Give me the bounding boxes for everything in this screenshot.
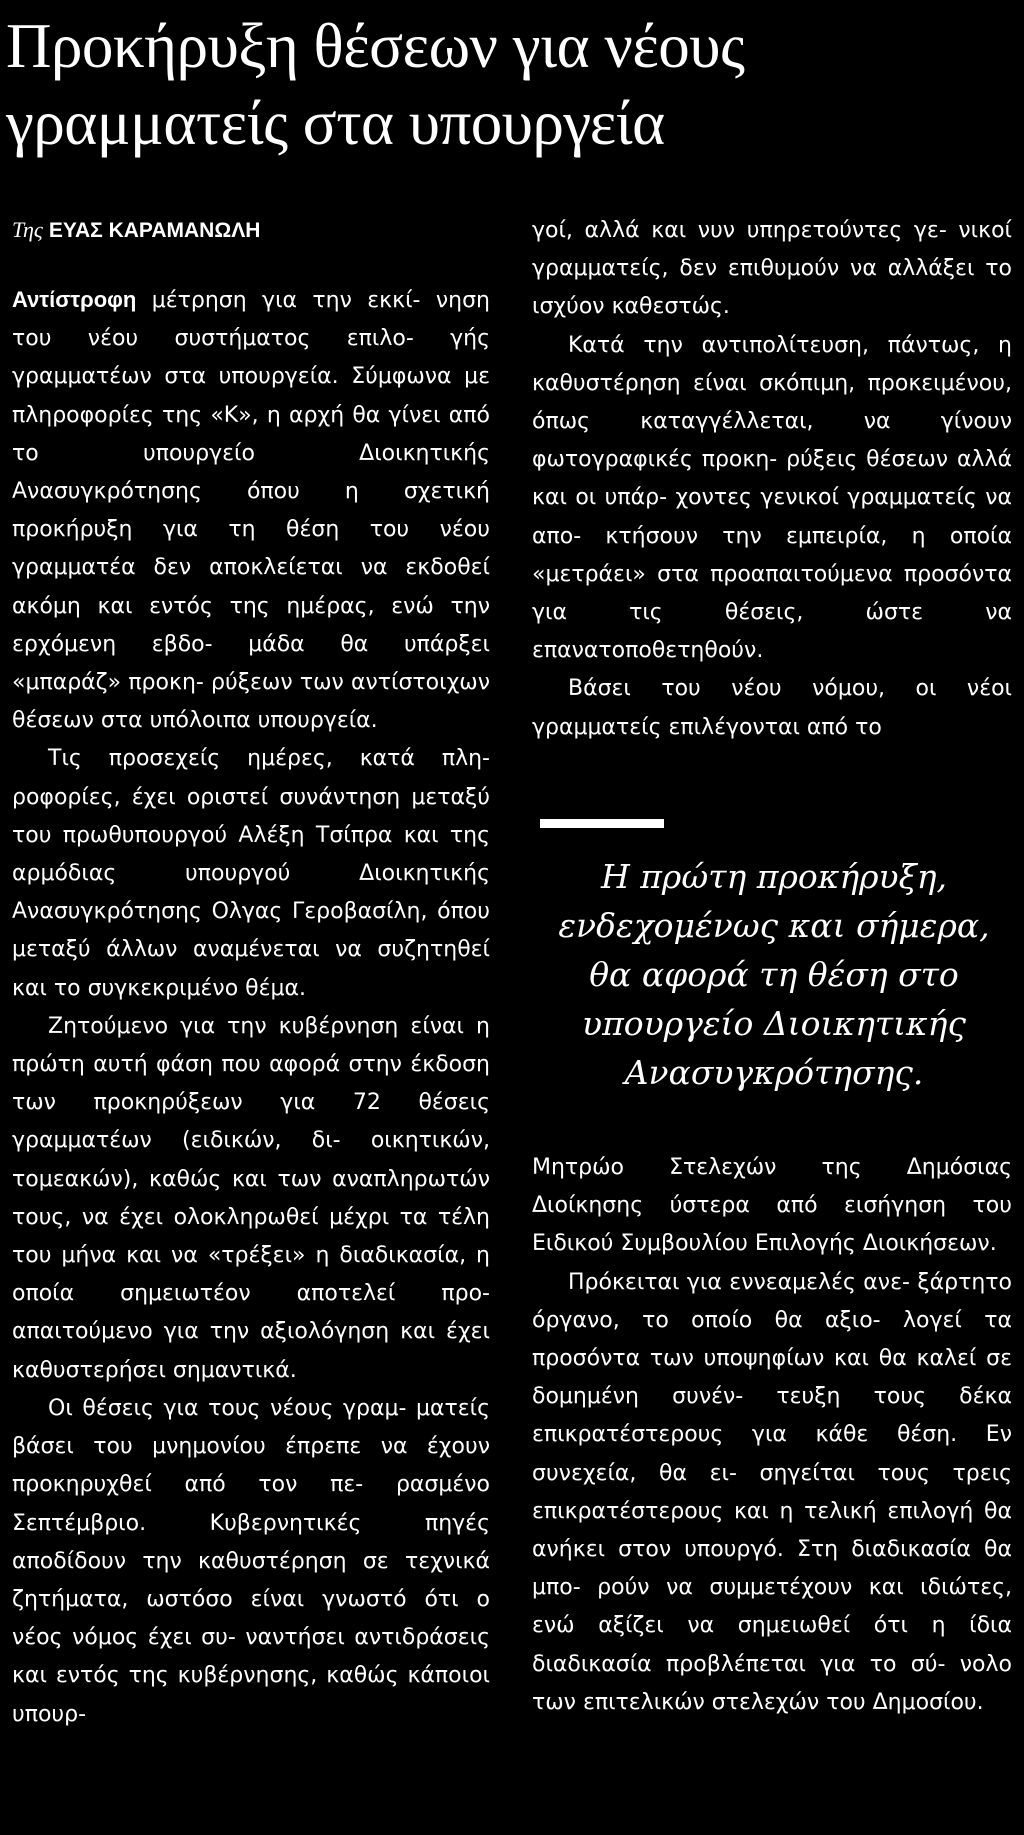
lead-paragraph-text: μέτρηση για την εκκί- νηση του νέου συστήματος επιλο- γής γραμματέων στα υπουργεία. Σύμφωνα με πληροφορίες της «Κ», η αρχή θα γίνει από το υπουργείο Διοικητικής Ανασυγκρότησης όπου η σχετική προκήρυξη για τη θέση του νέου γραμματέα δεν αποκλείεται να εκδοθεί ακόμη και εντός της ημέρας, ενώ την ερχόμενη εβδο- μάδα θα υπάρξει «μπαράζ» προκη- ρύξεων των αντίστοιχων θέσεων στα υπόλοιπα υπουργεία. xyxy=(12,288,490,734)
body-paragraph: Ζητούμενο για την κυβέρνηση είναι η πρώτη αυτή φάση που αφορά στην έκδοση των προκηρύξεων για 72 θέσεις γραμματέων (ειδικών, δι- οικητικών, τομεακών), καθώς και των αναπληρωτών τους, να έχει ολοκληρωθεί μέχρι τα τέλη του μήνα και να «τρέξει» η διαδικασία, η οποία σημειωτέον αποτελεί προ- απαιτούμενο για την αξιολόγηση και έχει καθυστερήσει σημαντικά. xyxy=(12,1013,490,1383)
pullquote: Η πρώτη προκήρυξη, ενδεχομένως και σήμερα, θα αφορά τη θέση στο υπουργείο Διοικητικής Ανασυγκρότησης. xyxy=(558,857,990,1092)
byline xyxy=(12,215,512,247)
body-paragraph: Κατά την αντιπολίτευση, πάντως, η καθυστέρηση είναι σκόπιμη, προκειμένου, όπως καταγγέλλεται, να γίνουν φωτογραφικές προκη- ρύξεις θέσεων αλλά και οι υπάρ- χοντες γενικοί γραμματείς να απο- κτήσουν την εμπειρία, η οποία «μετράει» στα προαπαιτούμενα προσόντα για τις θέσεις, ώστε να επανατοποθετηθούν. xyxy=(532,332,1012,664)
pullquote-rule xyxy=(540,819,664,828)
article-column-right-bottom xyxy=(532,1149,1012,1722)
byline-prefix: Της xyxy=(12,217,43,242)
body-paragraph: Τις προσεχείς ημέρες, κατά πλη- ροφορίες, έχει οριστεί συνάντηση μεταξύ του πρωθυπουργού Αλέξη Τσίπρα και της αρμόδιας υπουργού Διοικητικής Ανασυγκρότησης Ολγας Γεροβασίλη, όπου μεταξύ άλλων αναμένεται να συζητηθεί και το συγκεκριμένο θέμα. xyxy=(12,746,490,1001)
article-headline xyxy=(6,8,1016,162)
byline-author: ΕΥΑΣ ΚΑΡΑΜΑΝΩΛΗ xyxy=(48,219,261,242)
body-paragraph xyxy=(12,281,490,740)
body-paragraph: Πρόκειται για εννεαμελές ανε- ξάρτητο όργανο, το οποίο θα αξιο- λογεί τα προσόντα των υποψηφίων και θα καλεί σε δομημένη συνέν- τευξη τους δέκα επικρατέστερους για κάθε θέση. Εν συνεχεία, θα ει- σηγείται τους τρεις επικρατέστερους και η τελική επιλογή θα ανήκει στον υπουργό. Στη διαδικασία θα μπο- ρούν να συμμετέχουν και ιδιώτες, ενώ αξίζει να σημειωθεί ότι η ίδια διαδικασία προβλέπεται για το σύ- νολο των επιτελικών στελεχών του Δημοσίου. xyxy=(532,1269,1012,1715)
article-column-right-top xyxy=(532,212,1012,747)
lead-word: Αντίστροφη xyxy=(12,287,137,312)
body-paragraph: Οι θέσεις για τους νέους γραμ- ματείς βάσει του μνημονίου έπρεπε να έχουν προκηρυχθεί από τον πε- ρασμένο Σεπτέμβριο. Κυβερνητικές πηγές αποδίδουν την καθυστέρηση σε τεχνικά ζητήματα, ωστόσο είναι γνωστό ότι ο νέος νόμος έχει συ- ναντήσει αντιδράσεις και εντός της κυβέρνησης, καθώς κάποιοι υπουρ- xyxy=(12,1395,490,1727)
article-column-left xyxy=(12,281,490,1734)
body-paragraph: γοί, αλλά και νυν υπηρετούντες γε- νικοί γραμματείς, δεν επιθυμούν να αλλάξει το ισχύον καθεστώς. xyxy=(532,218,1012,320)
headline-line-1: Προκήρυξη θέσεων για νέους xyxy=(6,11,745,81)
body-paragraph: Μητρώο Στελεχών της Δημόσιας Διοίκησης ύστερα από εισήγηση του Ειδικού Συμβουλίου Επιλογής Διοικήσεων. xyxy=(532,1155,1012,1257)
headline-line-2: γραμματείς στα υπουργεία xyxy=(6,88,665,158)
body-paragraph: Βάσει του νέου νόμου, οι νέοι γραμματείς επιλέγονται από το xyxy=(532,676,1012,740)
